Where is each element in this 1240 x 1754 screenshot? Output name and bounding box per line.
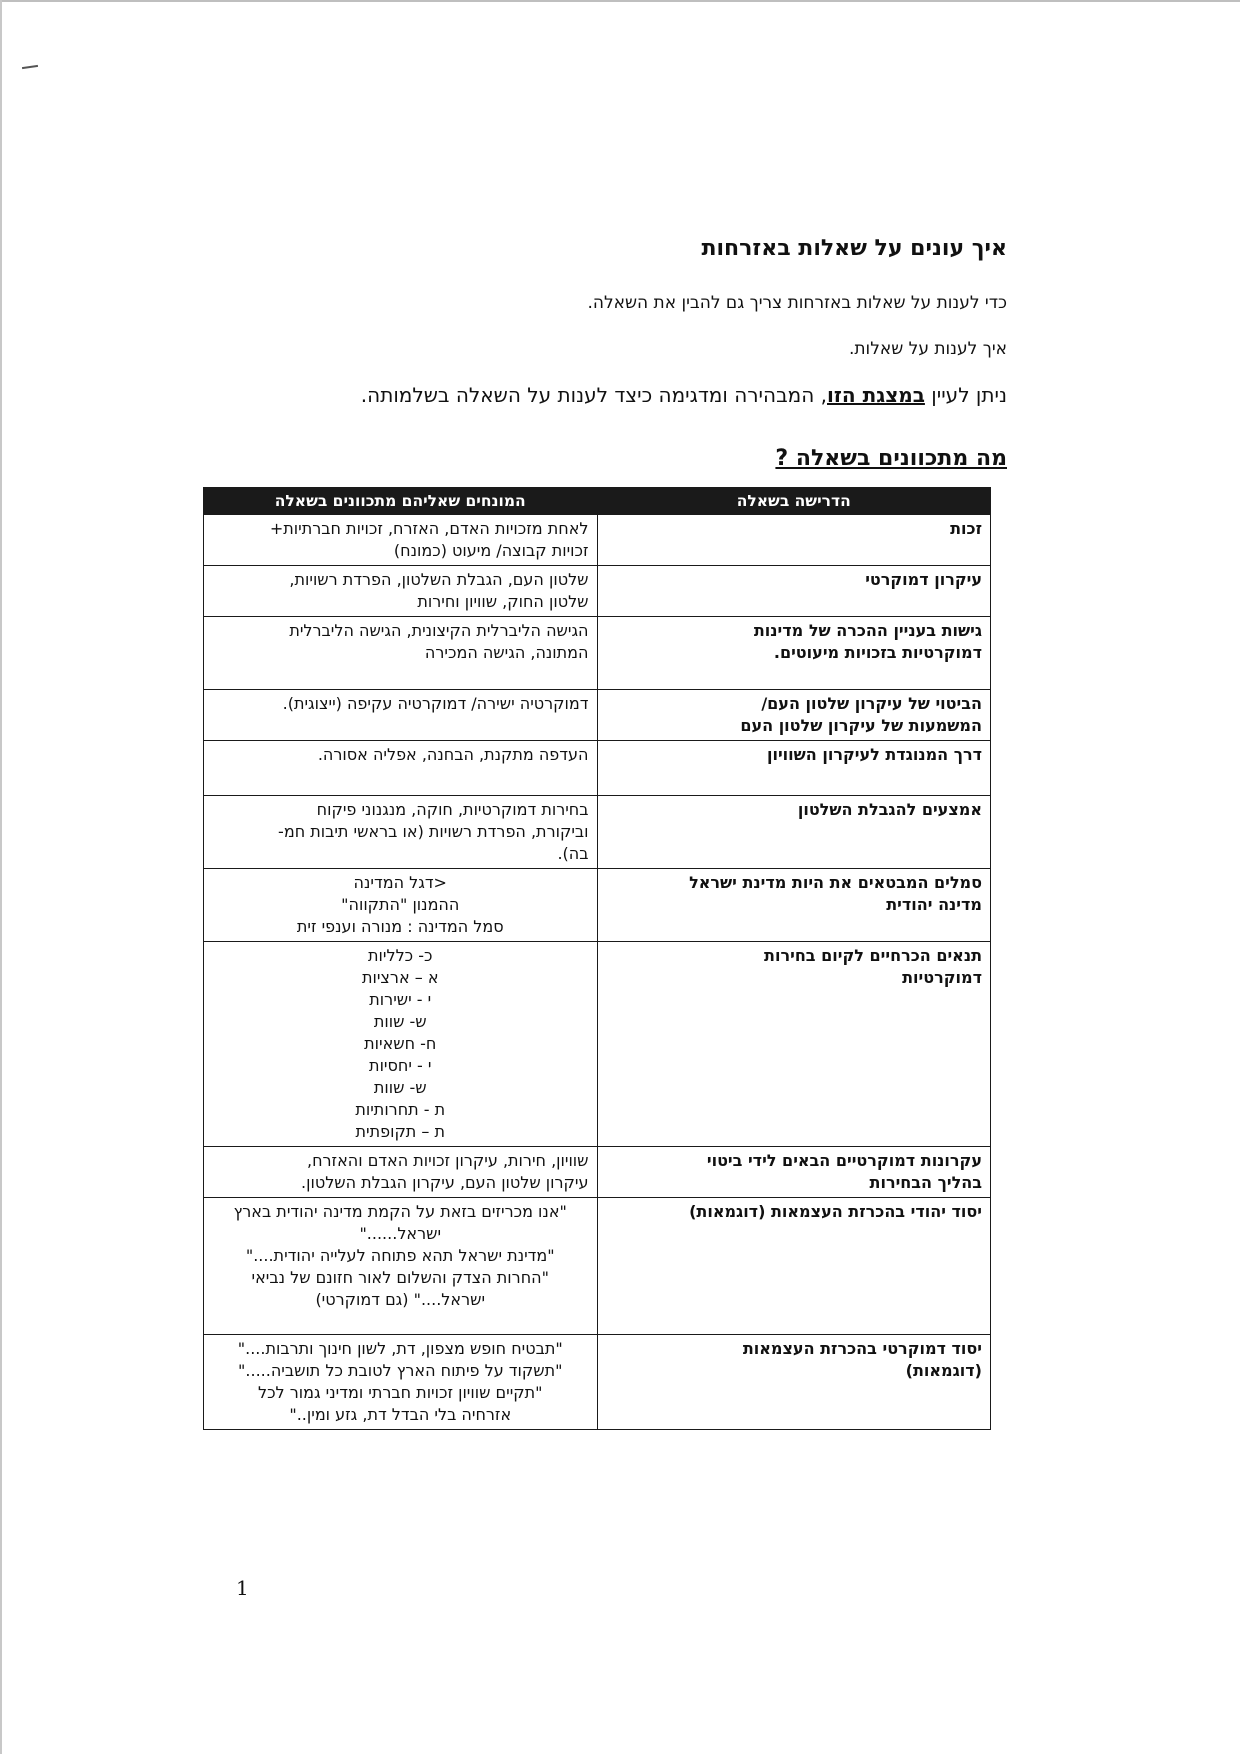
section-subtitle: מה מתכוונים בשאלה ? <box>775 446 1007 471</box>
terms-cell <box>204 1198 598 1335</box>
table-row <box>204 869 991 942</box>
table-row <box>204 1198 991 1335</box>
requirement-line: המשמעות של עיקרון שלטון העם <box>740 716 982 735</box>
table-row <box>204 690 991 741</box>
terms-cell <box>204 741 598 796</box>
terms-line: ת – תקופתית <box>355 1122 445 1141</box>
terms-cell <box>204 617 598 690</box>
terms-line: דמוקרטיה ישירה/ דמוקרטיה עקיפה (ייצוגית). <box>282 694 589 713</box>
terms-line: ח- חשאיות <box>364 1034 437 1053</box>
table-row <box>204 566 991 617</box>
terms-line: סמל המדינה : מנורה וענפי זית <box>296 917 504 936</box>
requirement-line: יסוד יהודי בהכרזת העצמאות (דוגמאות) <box>689 1202 982 1221</box>
scan-mark <box>22 65 38 69</box>
requirement-cell <box>597 796 991 869</box>
terms-line: אזרחיה בלי הבדל דת, גזע ומין.." <box>289 1405 512 1424</box>
terms-cell <box>204 515 598 566</box>
table-row <box>204 515 991 566</box>
requirement-line: (דוגמאות) <box>905 1361 982 1380</box>
requirement-line: סמלים המבטאים את היות מדינת ישראל <box>689 873 982 892</box>
terms-line: "החרות הצדק והשלום לאור חזונם של נביאי <box>251 1268 549 1287</box>
terms-line: שלטון החוק, שוויון וחירות <box>417 592 589 611</box>
requirement-cell <box>597 617 991 690</box>
requirement-cell <box>597 1198 991 1335</box>
requirement-cell <box>597 690 991 741</box>
scan-edge-top <box>0 0 1240 2</box>
terms-line: ההמנון "התקווה" <box>341 895 460 914</box>
header-terms: המונחים שאליהם מתכוונים בשאלה <box>204 488 598 515</box>
terms-line: ש- שוות <box>373 1012 427 1031</box>
requirement-line: מדינה יהודית <box>886 895 982 914</box>
terms-line: <דגל המדינה <box>353 873 447 892</box>
terms-line: "אנו מכריזים בזאת על הקמת מדינה יהודית בארץ <box>233 1202 567 1221</box>
terms-cell <box>204 1335 598 1430</box>
terms-line: לאחת מזכויות האדם, האזרח, זכויות חברתיות+ <box>269 519 589 538</box>
requirement-line: עקרונות דמוקרטיים הבאים לידי ביטוי <box>706 1151 982 1170</box>
terms-line: י - יחסיות <box>369 1056 432 1075</box>
terms-line: בה). <box>557 844 589 863</box>
terms-line: זכויות קבוצה/ מיעוט (כמונח) <box>393 541 589 560</box>
terms-line: ת - תחרותיות <box>355 1100 446 1119</box>
terms-line: המתונה, הגישה המכירה <box>424 643 589 662</box>
terms-table <box>203 487 991 1430</box>
requirement-cell <box>597 566 991 617</box>
terms-cell <box>204 869 598 942</box>
requirement-line: עיקרון דמוקרטי <box>865 570 982 589</box>
requirement-cell <box>597 942 991 1147</box>
presentation-link[interactable]: במצגת הזו <box>827 383 925 407</box>
terms-cell <box>204 1147 598 1198</box>
terms-line: ישראל......" <box>359 1224 442 1243</box>
requirement-line: יסוד דמוקרטי בהכרזת העצמאות <box>742 1339 982 1358</box>
terms-line: ש- שוות <box>373 1078 427 1097</box>
requirement-line: אמצעים להגבלת השלטון <box>797 800 982 819</box>
requirement-line: גישות בעניין ההכרה של מדינות <box>753 621 982 640</box>
intro-line-1: כדי לענות על שאלות באזרחות צריך גם להבין את השאלה. <box>587 293 1007 313</box>
terms-line: י - ישירות <box>369 990 432 1009</box>
table-row <box>204 617 991 690</box>
table-row <box>204 796 991 869</box>
table-row <box>204 1335 991 1430</box>
table-row <box>204 942 991 1147</box>
terms-line: עיקרון שלטון העם, עיקרון הגבלת השלטון. <box>301 1173 589 1192</box>
intro-line-2: איך לענות על שאלות. <box>848 339 1007 359</box>
table-row <box>204 1147 991 1198</box>
terms-line: כ- כלליות <box>368 946 433 965</box>
terms-cell <box>204 566 598 617</box>
terms-line: "תבטיח חופש מצפון, דת, לשון חינוך ותרבות...." <box>237 1339 563 1358</box>
terms-line: "מדינת ישראל תהא פתוחה לעלייה יהודית...." <box>245 1246 555 1265</box>
terms-line: העדפה מתקנת, הבחנה, אפליה אסורה. <box>317 745 589 764</box>
requirement-line: דמוקרטיות <box>902 968 982 987</box>
terms-line: "תשקוד על פיתוח הארץ לטובת כל תושביה....." <box>238 1361 563 1380</box>
terms-line: בחירות דמוקרטיות, חוקה, מנגנוני פיקוח <box>316 800 589 819</box>
terms-cell <box>204 690 598 741</box>
intro-line-3 <box>361 383 1007 407</box>
page-number: 1 <box>236 1576 249 1600</box>
terms-line: "תקיים שוויון זכויות חברתי ומדיני גמור לכל <box>257 1383 543 1402</box>
intro-line-3-end: , המבהירה ומדגימה כיצד לענות על השאלה בשלמותה. <box>360 383 828 407</box>
requirement-line: הביטוי של עיקרון שלטון העם/ <box>761 694 982 713</box>
terms-line: א – ארציות <box>361 968 439 987</box>
table-row <box>204 741 991 796</box>
requirement-cell <box>597 1335 991 1430</box>
terms-line: וביקורת, הפרדת רשויות (או בראשי תיבות חמ- <box>278 822 589 841</box>
requirement-line: בהליך הבחירות <box>869 1173 982 1192</box>
scan-edge-left <box>0 0 2 1754</box>
terms-line: שלטון העם, הגבלת השלטון, הפרדת רשויות, <box>289 570 589 589</box>
intro-line-3-start: ניתן לעיין <box>924 383 1007 407</box>
requirement-cell <box>597 869 991 942</box>
table-header-row <box>204 488 991 515</box>
header-requirement: הדרישה בשאלה <box>597 488 991 515</box>
requirement-line: זכות <box>950 519 982 538</box>
terms-line: ישראל...." (גם דמוקרטי) <box>315 1290 486 1309</box>
requirement-cell <box>597 1147 991 1198</box>
terms-line: הגישה הליברלית הקיצונית, הגישה הליברלית <box>289 621 589 640</box>
terms-cell <box>204 796 598 869</box>
requirement-line: דמוקרטיות בזכויות מיעוטים. <box>773 643 982 662</box>
page-title: איך עונים על שאלות באזרחות <box>701 236 1007 261</box>
terms-line: שוויון, חירות, עיקרון זכויות האדם והאזרח, <box>306 1151 589 1170</box>
requirement-line: דרך המנוגדת לעיקרון השוויון <box>766 745 982 764</box>
requirement-cell <box>597 515 991 566</box>
terms-cell <box>204 942 598 1147</box>
requirement-cell <box>597 741 991 796</box>
requirement-line: תנאים הכרחיים לקיום בחירות <box>764 946 982 965</box>
